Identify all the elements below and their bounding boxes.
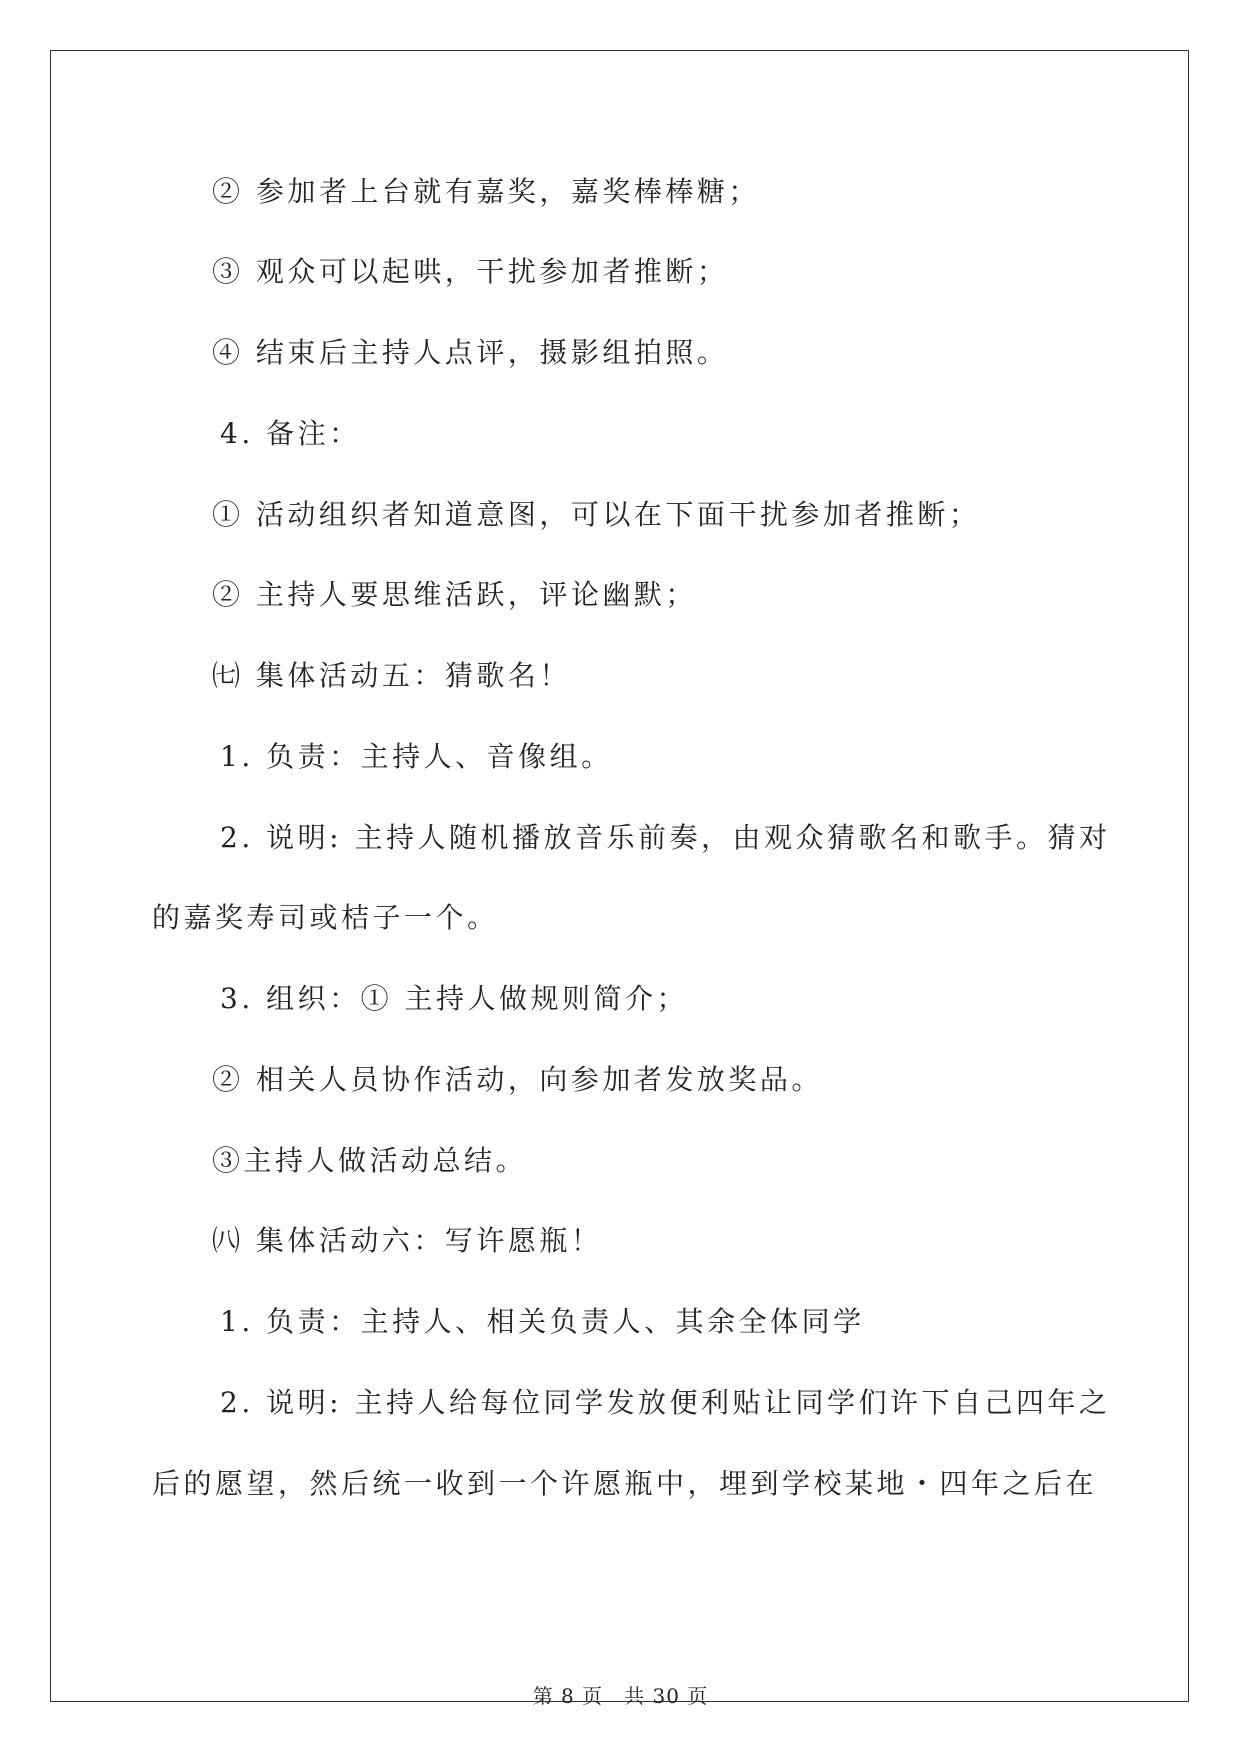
text-line-16: 2. 说明: 主持人给每位同学发放便利贴让同学们许下自己四年之 xyxy=(220,1386,1111,1419)
text-line-3: ④ 结束后主持人点评，摄影组拍照。 xyxy=(212,336,729,369)
text-line-4: 4. 备注： xyxy=(220,417,361,450)
text-line-10: 的嘉奖寿司或桔子一个。 xyxy=(152,901,499,934)
text-line-12: ② 相关人员协作活动，向参加者发放奖品。 xyxy=(212,1063,823,1096)
page-border xyxy=(50,50,1189,1702)
page-footer: 第 8 页 共 30 页 xyxy=(532,1684,709,1708)
text-line-17: 后的愿望，然后统一收到一个许愿瓶中，埋到学校某地・四年之后在 xyxy=(152,1467,1098,1500)
section-heading-8: ㈧ 集体活动六：写许愿瓶！ xyxy=(212,1224,603,1257)
section-heading-7: ㈦ 集体活动五：猜歌名！ xyxy=(212,659,571,692)
text-line-15: 1. 负责：主持人、相关负责人、其余全体同学 xyxy=(220,1305,865,1338)
text-line-5: ① 活动组织者知道意图，可以在下面干扰参加者推断； xyxy=(212,498,981,531)
text-line-1: ② 参加者上台就有嘉奖，嘉奖棒棒糖； xyxy=(212,175,760,208)
text-line-13: ③主持人做活动总结。 xyxy=(212,1144,528,1177)
text-line-11: 3. 组织：① 主持人做规则简介； xyxy=(220,982,689,1015)
text-line-9: 2. 说明: 主持人随机播放音乐前奏，由观众猜歌名和歌手。猜对 xyxy=(220,821,1111,854)
text-line-6: ② 主持人要思维活跃，评论幽默； xyxy=(212,578,697,611)
text-line-2: ③ 观众可以起哄，干扰参加者推断； xyxy=(212,255,729,288)
text-line-8: 1. 负责：主持人、音像组。 xyxy=(220,740,613,773)
